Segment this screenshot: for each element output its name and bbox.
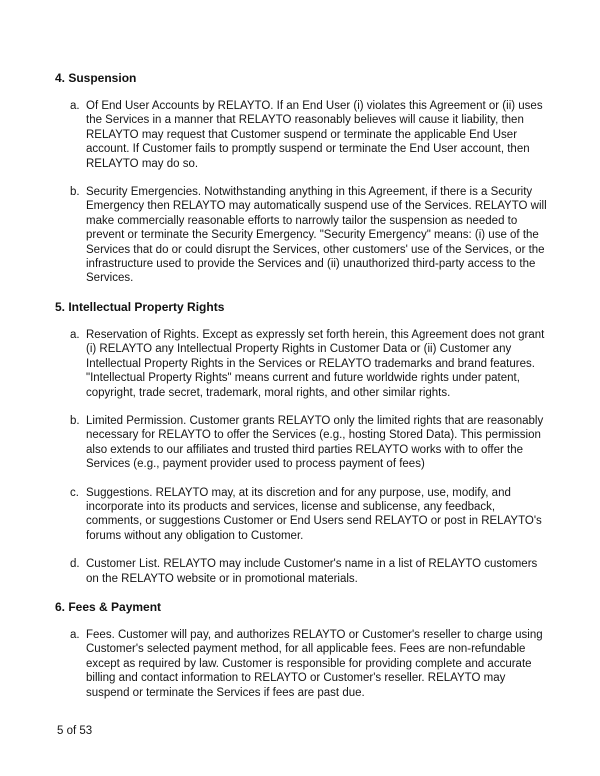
list-item-marker: a. [70,100,80,112]
list-item-marker: a. [70,628,80,641]
list-item [70,185,552,286]
list-item-text: Suggestions. RELAYTO may, at its discretion and for any purpose, use, modify, and incorporate into its products and services, license and sublicense, any feedback, comments, or suggestions Customer or End Users send RELAYTO or post in RELAYTO's forums without any obligation to Customer. [86,486,542,542]
section-suspension [55,71,552,286]
list-item [70,486,552,544]
list-item [70,557,552,586]
section-heading: 5. Intellectual Property Rights [55,299,225,314]
section-heading: 6. Fees & Payment [55,599,162,614]
section-intellectual-property-rights [55,300,552,586]
list-item-marker: b. [70,186,80,199]
list-item-text: Reservation of Rights. Except as expressly set forth herein, this Agreement does not grant (i) RELAYTO any Intellectual Property Rights in Customer Data or (ii) Customer any Intellectual Property Rights in the Services or RELAYTO trademarks and brand features. "Intellectual Property Rights" means current and future worldwide rights under patent, copyright, trade secret, trademark, moral rights, and other similar rights. [86,328,545,399]
list-item-marker: b. [70,414,80,427]
list-item-text: Limited Permission. Customer grants RELAYTO only the limited rights that are reasonably necessary for RELAYTO to offer the Services (e.g., hosting Stored Data). This permission also extends to our affiliates and trusted third parties RELAYTO works with to offer the Services (e.g., payment provider used to process payment of fees) [86,414,544,471]
page-number: 5 of 53 [57,725,93,737]
list-item-marker: a. [70,328,80,341]
list-item-marker: c. [70,486,79,499]
section-heading: 4. Suspension [55,71,137,85]
list-item [70,99,552,171]
list-item-text: Fees. Customer will pay, and authorizes RELAYTO or Customer's reseller to charge using Customer's selected payment method, for all applicable fees. Fees are non-refundable except as required by law. Customer is responsible for providing complete and accurate billing and contact information to RELAYTO or Customer's reseller. RELAYTO may suspend or terminate the Services if fees are past due. [86,628,543,699]
list-item-marker: d. [70,558,80,571]
list-item-text: Security Emergencies. Notwithstanding anything in this Agreement, if there is a Security Emergency then RELAYTO may automatically suspend use of the Services. RELAYTO will make commercially reasonable efforts to narrowly tailor the suspension as needed to prevent or terminate the Security Emergency. "Security Emergency" means: (i) use of the Services that do or could disrupt the Services, other customers' use of the Services, or the infrastructure used to provide the Services and (ii) unauthorized third-party access to the Services. [86,186,547,285]
list-item-text: Of End User Accounts by RELAYTO. If an End User (i) violates this Agreement or (ii) uses the Services in a manner that RELAYTO reasonably believes will cause it liability, then RELAYTO may request that Customer suspend or terminate the applicable End User account. If Customer fails to promptly suspend or terminate the End User account, then RELAYTO may do so. [86,100,543,170]
section-fees-payment [55,600,552,700]
list-item [70,628,552,700]
list-item [70,414,552,472]
list-item [70,328,552,400]
list-item-text: Customer List. RELAYTO may include Customer's name in a list of RELAYTO customers on the RELAYTO website or in promotional materials. [86,558,538,585]
